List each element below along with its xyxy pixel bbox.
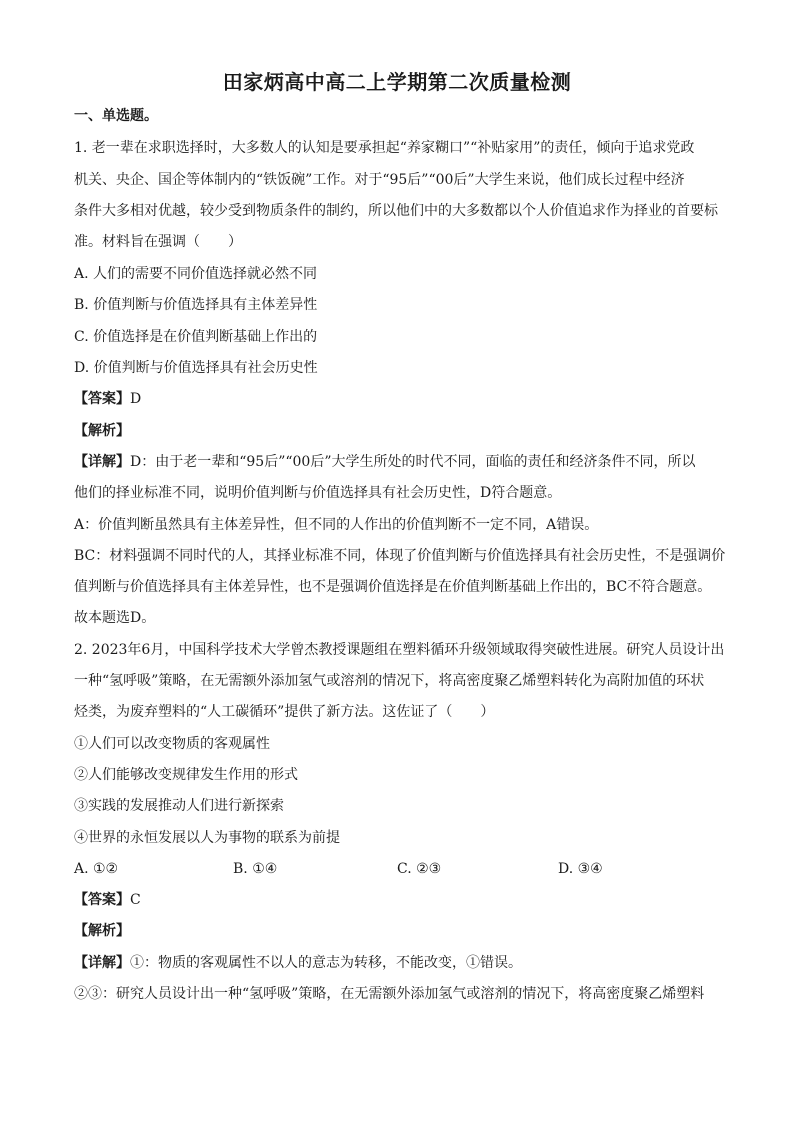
q2-choice-c: C. ②③	[397, 861, 442, 877]
q2-detail-text: ①：物质的客观属性不以人的意志为转移，不能改变，①错误。	[130, 955, 522, 971]
q2-stem-line: 2. 2023年6月，中国科学技术大学曾杰教授课题组在塑料循环升级领域取得突破性进展。研究人员设计出	[74, 642, 725, 658]
q1-option-b: B. 价值判断与价值选择具有主体差异性	[74, 297, 318, 313]
q2-analysis-tag: 【解析】	[74, 923, 130, 939]
q1-detail-line: 值判断与价值选择具有主体差异性，也不是强调价值选择是在价值判断基础上作出的，BC不符合题意。	[74, 579, 712, 595]
q1-option-a: A. 人们的需要不同价值选择就必然不同	[74, 266, 318, 282]
q1-stem-line: 准。材料旨在强调（ ）	[74, 234, 242, 250]
q1-option-d: D. 价值判断与价值选择具有社会历史性	[74, 360, 318, 376]
q1-detail-line: 他们的择业标准不同，说明价值判断与价值选择具有社会历史性，D符合题意。	[74, 485, 562, 501]
q2-detail-line: ②③：研究人员设计出一种“氢呼吸”策略，在无需额外添加氢气或溶剂的情况下，将高密度聚乙烯塑料	[74, 986, 705, 1002]
q1-analysis-tag: 【解析】	[74, 423, 130, 439]
q1-detail-text: D：由于老一辈和“95后”“00后”大学生所处的时代不同，面临的责任和经济条件不同，所以	[130, 454, 696, 470]
q2-statement-2: ②人们能够改变规律发生作用的形式	[74, 767, 298, 783]
section-heading: 一、单选题。	[74, 108, 158, 124]
q2-stem-line: 烃类，为废弃塑料的“人工碳循环”提供了新方法。这佐证了（ ）	[74, 704, 495, 720]
answer-tag: 【答案】	[74, 391, 130, 407]
q2-detail-line	[74, 953, 724, 973]
answer-tag: 【答案】	[74, 892, 130, 908]
q2-choice-b: B. ①④	[233, 861, 278, 877]
q1-detail-line: 故本题选D。	[74, 610, 156, 626]
q2-choices-row	[74, 859, 724, 879]
q1-detail-line	[74, 452, 724, 472]
q2-statement-1: ①人们可以改变物质的客观属性	[74, 736, 270, 752]
q1-stem-line: 条件大多相对优越，较少受到物质条件的制约，所以他们中的大多数都以个人价值追求作为择业的首要标	[74, 203, 718, 219]
q1-detail-line: A：价值判断虽然具有主体差异性，但不同的人作出的价值判断不一定不同，A错误。	[74, 517, 599, 533]
q2-answer-line	[74, 890, 724, 910]
q1-answer: D	[130, 391, 142, 407]
q1-option-c: C. 价值选择是在价值判断基础上作出的	[74, 329, 318, 345]
q1-detail-line: BC：材料强调不同时代的人，其择业标准不同，体现了价值判断与价值选择具有社会历史性，不是强调价	[74, 548, 726, 564]
q1-answer-line	[74, 389, 724, 409]
detail-tag: 【详解】	[74, 454, 130, 470]
q2-stem-line: 一种“氢呼吸”策略，在无需额外添加氢气或溶剂的情况下，将高密度聚乙烯塑料转化为高附加值的环状	[74, 673, 705, 689]
detail-tag: 【详解】	[74, 955, 130, 971]
q2-choice-a: A. ①②	[74, 861, 119, 877]
q2-answer: C	[130, 892, 141, 908]
q2-statement-3: ③实践的发展推动人们进行新探索	[74, 798, 284, 814]
q2-choice-d: D. ③④	[558, 861, 603, 877]
document-title: 田家炳高中高二上学期第二次质量检测	[222, 70, 572, 94]
q1-stem-line: 机关、央企、国企等体制内的“铁饭碗”工作。对于“95后”“00后”大学生来说，他们成长过程中经济	[74, 172, 685, 188]
q1-stem-line: 1. 老一辈在求职选择时，大多数人的认知是要承担起“养家糊口”“补贴家用”的责任，倾向于追求党政	[74, 140, 695, 156]
q2-statement-4: ④世界的永恒发展以人为事物的联系为前提	[74, 830, 340, 846]
